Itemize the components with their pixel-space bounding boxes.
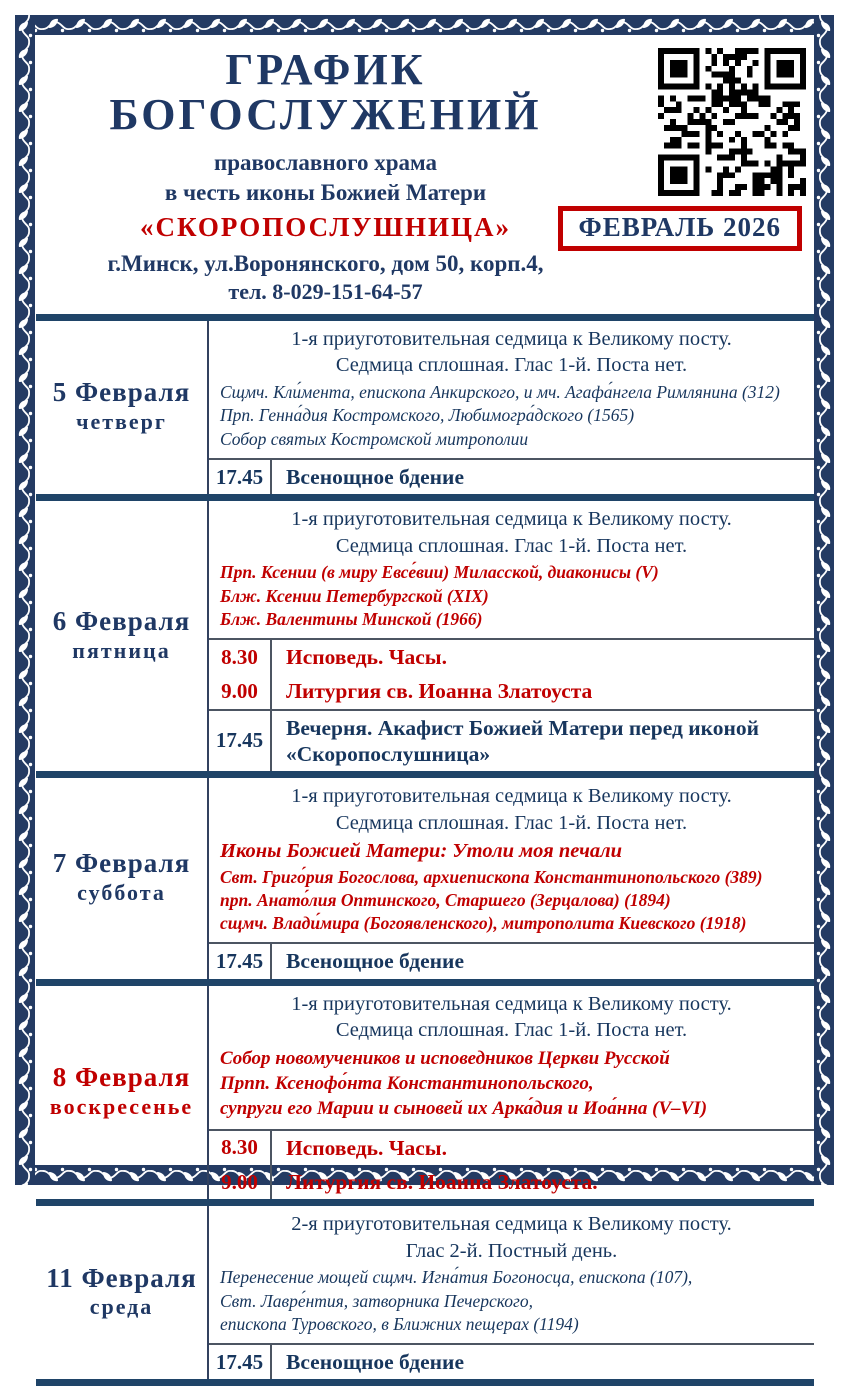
qr-code-icon — [658, 48, 806, 196]
saint-line: Собор святых Костромской митрополии — [220, 428, 529, 449]
saints-list — [209, 1044, 814, 1129]
saint-line: Иконы Божией Матери: Утоли моя печали — [220, 840, 623, 863]
saints-list — [209, 836, 814, 942]
service-name: Всенощное бдение — [286, 464, 464, 489]
service-name: Всенощное бдение — [286, 1350, 464, 1375]
church-name: «СКОРОПОСЛУШНИЦА» — [140, 212, 511, 243]
saints-list — [209, 559, 814, 638]
service-time: 9.00 — [209, 1165, 272, 1199]
saint-line: Блж. Ксении Петербургской (XIX) — [220, 585, 489, 606]
service-time: 17.45 — [209, 711, 272, 771]
weekday-label: пятница — [72, 637, 171, 663]
week-info-line: 2-я приуготовительная седмица к Великому посту. — [291, 1213, 732, 1236]
service-name: Всенощное бдение — [286, 949, 464, 974]
week-info-line: Седмица сплошная. Глас 1-й. Поста нет. — [335, 1019, 688, 1042]
address-line: г.Минск, ул.Воронянского, дом 50, корп.4, — [107, 250, 544, 276]
month-badge: ФЕВРАЛЬ 2026 — [558, 206, 802, 251]
week-info-line: Седмица сплошная. Глас 1-й. Поста нет. — [335, 811, 688, 834]
ornament-border-right — [814, 15, 834, 1185]
date-cell — [36, 321, 209, 494]
saint-line: Сщмч. Кли́мента, епископа Анкирского, и мч. Агафа́нгела Римлянина (312) — [220, 382, 780, 403]
weekday-label: воскресенье — [49, 1093, 194, 1119]
row-divider — [36, 979, 814, 986]
saint-line: Прп. Ксении (в миру Евсе́вии) Миласской, диаконисы (V) — [220, 562, 659, 583]
week-info-line: Глас 2-й. Постный день. — [405, 1239, 618, 1262]
date-label: 8 Февраля — [52, 1062, 191, 1093]
row-divider — [36, 771, 814, 778]
week-info — [209, 778, 814, 836]
service-time: 17.45 — [209, 460, 272, 494]
header-text-block — [36, 34, 589, 306]
day-details — [209, 1206, 814, 1379]
service-block — [209, 638, 814, 708]
service-time: 9.00 — [209, 674, 272, 708]
day-details — [209, 321, 814, 494]
ornament-border-top — [15, 15, 834, 35]
saints-list — [209, 1264, 814, 1343]
saint-line: Свт. Лавре́нтия, затворника Печерского, — [220, 1290, 533, 1311]
saint-line: Собор новомучеников и исповедников Церкви Русской — [220, 1047, 670, 1069]
date-cell — [36, 986, 209, 1200]
service-name: Литургия св. Иоанна Златоуста — [286, 679, 593, 704]
row-divider — [36, 494, 814, 501]
saint-line: Перенесение мощей сщмч. Игна́тия Богоносца, епископа (107), — [220, 1267, 693, 1288]
week-info-line: 1-я приуготовительная седмица к Великому посту. — [291, 785, 732, 808]
weekday-label: среда — [89, 1294, 154, 1320]
service-name: Вечерня. Акафист Божией Матери перед иконой «Скоропослушница» — [286, 715, 760, 766]
date-label: 5 Февраля — [52, 377, 191, 408]
header-side-block — [578, 34, 814, 306]
week-info — [209, 321, 814, 379]
date-label: 7 Февраля — [52, 848, 191, 879]
date-cell — [36, 501, 209, 771]
page-title: ГРАФИК БОГОСЛУЖЕНИЙ — [109, 45, 542, 139]
week-info — [209, 986, 814, 1044]
service-name: Исповедь. Часы. — [286, 645, 447, 670]
saint-line: Прпп. Ксенофо́нта Константинопольского, — [220, 1073, 594, 1095]
date-label: 6 Февраля — [52, 605, 191, 636]
week-info-line: 1-я приуготовительная седмица к Великому посту. — [291, 508, 732, 531]
service-name: Литургия св. Иоанна Златоуста. — [286, 1169, 598, 1194]
day-row — [36, 321, 814, 494]
week-info-line: Седмица сплошная. Глас 1-й. Поста нет. — [335, 354, 688, 377]
service-block — [209, 458, 814, 494]
saint-line: Блж. Валентины Минской (1966) — [220, 608, 483, 629]
week-info — [209, 1206, 814, 1264]
date-cell — [36, 778, 209, 979]
week-info-line: Седмица сплошная. Глас 1-й. Поста нет. — [335, 534, 688, 557]
day-row — [36, 1206, 814, 1379]
day-row — [36, 501, 814, 771]
service-block — [209, 709, 814, 771]
service-block — [209, 942, 814, 978]
weekday-label: суббота — [77, 879, 166, 905]
row-divider — [36, 1379, 814, 1386]
day-row — [36, 778, 814, 979]
service-time: 17.45 — [209, 944, 272, 978]
day-details — [209, 986, 814, 1200]
date-cell — [36, 1206, 209, 1379]
row-divider — [36, 314, 814, 321]
service-name: Исповедь. Часы. — [286, 1135, 447, 1160]
service-time: 8.30 — [209, 640, 272, 674]
week-info — [209, 501, 814, 559]
weekday-label: четверг — [76, 409, 167, 434]
header — [36, 34, 814, 306]
subtitle-line-2: в честь иконы Божией Матери — [164, 180, 487, 206]
saint-line: супруги его Марии и сыновей их Арка́дия и Иоа́нна (V–VI) — [220, 1098, 708, 1120]
ornament-border-left — [15, 15, 35, 1185]
content-area — [36, 34, 814, 1386]
saint-line: сщмч. Влади́мира (Богоявленского), митрополита Киевского (1918) — [220, 913, 747, 934]
week-info-line: 1-я приуготовительная седмица к Великому посту. — [291, 992, 732, 1015]
saint-line: епископа Туровского, в Ближних пещерах (1194) — [220, 1313, 579, 1334]
service-block — [209, 1129, 814, 1199]
subtitle-line-1: православного храма — [213, 149, 437, 175]
service-block — [209, 1343, 814, 1379]
date-label: 11 Февраля — [46, 1262, 197, 1293]
saints-list — [209, 379, 814, 458]
day-row — [36, 986, 814, 1200]
saint-line: Прп. Генна́дия Костромского, Любимогра́дского (1565) — [220, 405, 635, 426]
saint-line: Свт. Григо́рия Богослова, архиепископа Константинопольского (389) — [220, 866, 763, 887]
service-time: 8.30 — [209, 1131, 272, 1165]
saint-line: прп. Анато́лия Оптинского, Старшего (Зерцалова) (1894) — [220, 889, 671, 910]
day-details — [209, 501, 814, 771]
schedule-table — [36, 314, 814, 1386]
day-details — [209, 778, 814, 979]
phone-line: тел. 8-029-151-64-57 — [228, 279, 423, 305]
service-time: 17.45 — [209, 1345, 272, 1379]
row-divider — [36, 1199, 814, 1206]
week-info-line: 1-я приуготовительная седмица к Великому посту. — [291, 327, 732, 350]
